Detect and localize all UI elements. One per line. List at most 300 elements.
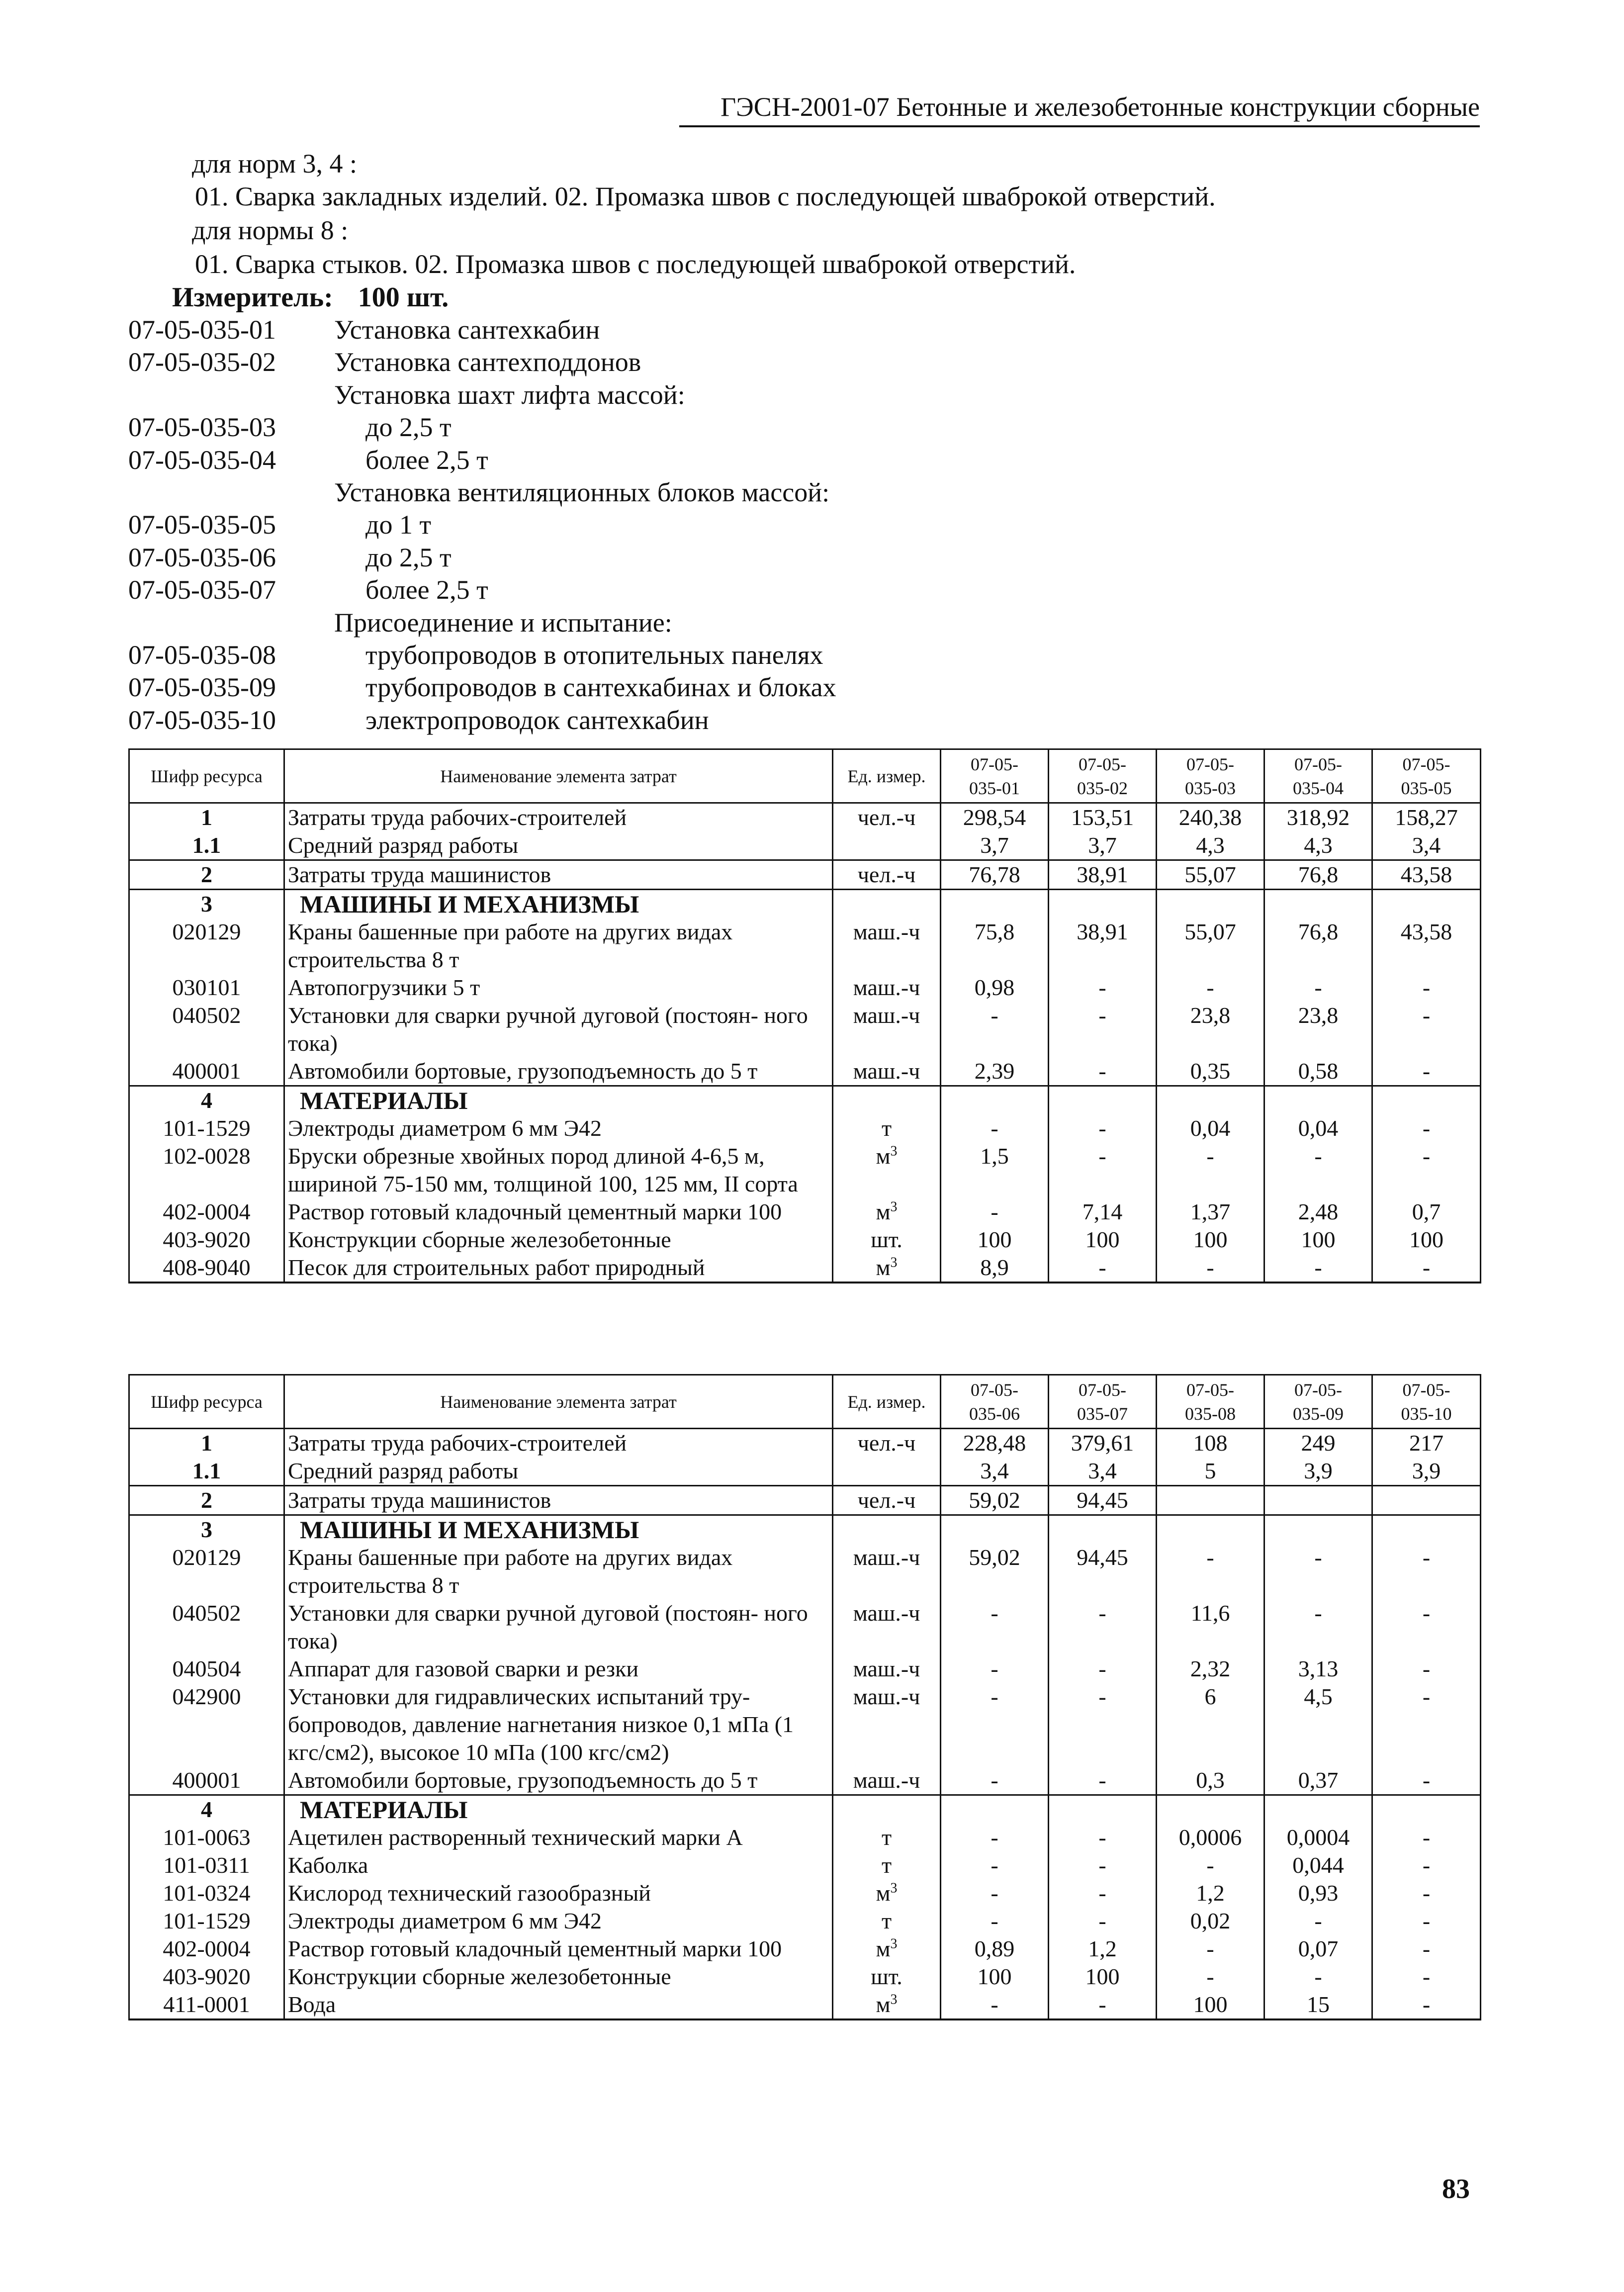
resource-name: Электроды диаметром 6 мм Э42 (284, 1907, 833, 1935)
norm-value: - (941, 1907, 1049, 1935)
norm-value: - (1372, 1599, 1481, 1655)
col-header-norm (1157, 749, 1264, 803)
norm-value: 2,32 (1157, 1655, 1264, 1683)
norm-value: 23,8 (1264, 1002, 1372, 1057)
unit-text: м (876, 1255, 891, 1280)
resource-code: 408-9040 (129, 1254, 284, 1283)
norm-title: до 2,5 т (365, 412, 451, 443)
resource-name: Конструкции сборные железобетонные (284, 1963, 833, 1991)
norm-value: - (1264, 1907, 1372, 1935)
unit-cell (833, 1655, 941, 1683)
norm-value: 3,9 (1372, 1457, 1481, 1486)
norm-value: 3,4 (941, 1457, 1049, 1486)
intro-line: 01. Сварка закладных изделий. 02. Промазка швов с последующей шваброкой отверстий. (195, 182, 1216, 211)
norm-value: - (1264, 1254, 1372, 1283)
header-rule (679, 125, 1480, 127)
norm-code: 07-05-035-09 (128, 672, 276, 703)
norm-value: 100 (941, 1963, 1049, 1991)
norm-value (1157, 1486, 1264, 1515)
resource-code: 411-0001 (129, 1991, 284, 2019)
resource-name: Установки для сварки ручной дуговой (постоян- ного тока) (284, 1599, 833, 1655)
norm-title: до 2,5 т (365, 542, 451, 572)
unit-cell (833, 1198, 941, 1226)
resource-name: Каболка (284, 1851, 833, 1879)
section-heading: МАШИНЫ И МЕХАНИЗМЫ (284, 1515, 833, 1544)
col-header-line: 035-01 (969, 778, 1020, 798)
norm-value: 55,07 (1157, 918, 1264, 974)
norm-value: 249 (1264, 1429, 1372, 1458)
norm-value (941, 1795, 1049, 1824)
table-row (129, 1254, 1481, 1283)
norm-value: 2,48 (1264, 1198, 1372, 1226)
resource-name: Раствор готовый кладочный цементный марки 100 (284, 1935, 833, 1963)
col-header-norm (1372, 749, 1481, 803)
measure-line (172, 281, 449, 313)
norm-value: 0,02 (1157, 1907, 1264, 1935)
unit-cell (833, 1544, 941, 1599)
norm-value: 3,4 (1372, 831, 1481, 860)
norm-title: более 2,5 т (365, 575, 488, 605)
resource-code: 402-0004 (129, 1935, 284, 1963)
norm-value: 217 (1372, 1429, 1481, 1458)
norm-value: 8,9 (941, 1254, 1049, 1283)
norm-value: 76,78 (941, 860, 1049, 890)
col-header-line: 035-10 (1401, 1403, 1452, 1424)
norm-value: - (1372, 1766, 1481, 1795)
table-row (129, 1142, 1481, 1198)
norm-value: - (1049, 1851, 1157, 1879)
norm-value: 379,61 (1049, 1429, 1157, 1458)
unit-text: м (876, 1199, 891, 1224)
norm-title: трубопроводов в отопительных панелях (365, 640, 823, 670)
norm-value (1372, 890, 1481, 918)
norm-value: - (1049, 1824, 1157, 1851)
norm-value: - (1049, 1766, 1157, 1795)
norm-title: Установка сантехподдонов (334, 347, 641, 377)
unit-cell (833, 1766, 941, 1795)
norm-value: 298,54 (941, 803, 1049, 832)
norm-title: более 2,5 т (365, 445, 488, 475)
unit-text: маш.-ч (853, 1656, 920, 1681)
unit-exponent: 3 (890, 1936, 898, 1952)
norm-value: 38,91 (1049, 860, 1157, 890)
norm-value: - (1372, 1935, 1481, 1963)
page-number: 83 (1442, 2174, 1470, 2204)
section-heading: МАТЕРИАЛЫ (284, 1086, 833, 1115)
norm-value: 55,07 (1157, 860, 1264, 890)
norm-value: - (1372, 1879, 1481, 1907)
resource-name: Кислород технический газообразный (284, 1879, 833, 1907)
unit-text: маш.-ч (853, 1684, 920, 1709)
col-header-line: 07-05- (1294, 1379, 1342, 1400)
unit-text: маш.-ч (853, 1058, 920, 1084)
norm-value: - (1157, 1254, 1264, 1283)
resource-name: Средний разряд работы (284, 831, 833, 860)
norm-value: 100 (1049, 1963, 1157, 1991)
norm-value: 1,5 (941, 1142, 1049, 1198)
norm-value: - (1157, 1851, 1264, 1879)
norm-value: - (941, 1002, 1049, 1057)
unit-cell (833, 860, 941, 890)
norm-group-heading: Установка шахт лифта массой: (334, 379, 685, 410)
unit-cell (833, 918, 941, 974)
col-header-line: 035-02 (1077, 778, 1128, 798)
norm-value (1264, 1515, 1372, 1544)
resource-code: 3 (129, 890, 284, 918)
measure-label: Измеритель: (172, 282, 333, 313)
table-row (129, 803, 1481, 832)
unit-text: т (881, 1852, 892, 1878)
norm-value: 0,35 (1157, 1057, 1264, 1086)
unit-cell (833, 1824, 941, 1851)
resource-name: Аппарат для газовой сварки и резки (284, 1655, 833, 1683)
table-row (129, 1795, 1481, 1824)
col-header-line: 035-08 (1185, 1403, 1236, 1424)
norm-value: - (1049, 1599, 1157, 1655)
norm-code: 07-05-035-03 (128, 412, 276, 443)
unit-cell (833, 1114, 941, 1142)
norm-code: 07-05-035-01 (128, 315, 276, 345)
unit-cell (833, 1935, 941, 1963)
resource-name: Автомобили бортовые, грузоподъемность до 5 т (284, 1766, 833, 1795)
norm-value: 23,8 (1157, 1002, 1264, 1057)
section-heading: МАШИНЫ И МЕХАНИЗМЫ (284, 890, 833, 918)
table-row (129, 1824, 1481, 1851)
unit-cell (833, 1002, 941, 1057)
resource-name: Краны башенные при работе на других видах строительства 8 т (284, 1544, 833, 1599)
norm-value: 94,45 (1049, 1544, 1157, 1599)
col-header-name: Наименование элемента затрат (284, 1375, 833, 1429)
running-header: ГЭСН-2001-07 Бетонные и железобетонные конструкции сборные (720, 92, 1480, 122)
unit-text: т (881, 1908, 892, 1933)
table-row (129, 1198, 1481, 1226)
norm-value: 2,39 (941, 1057, 1049, 1086)
norm-title: электропроводок сантехкабин (365, 705, 709, 735)
resource-name: Вода (284, 1991, 833, 2019)
norm-item (0, 671, 1624, 704)
norm-value: 0,044 (1264, 1851, 1372, 1879)
norm-value: 3,7 (1049, 831, 1157, 860)
resource-name: Краны башенные при работе на других видах строительства 8 т (284, 918, 833, 974)
norm-value: 76,8 (1264, 918, 1372, 974)
resource-name: Установки для сварки ручной дуговой (постоян- ного тока) (284, 1002, 833, 1057)
norm-value (1264, 890, 1372, 918)
col-header-line: 035-07 (1077, 1403, 1128, 1424)
col-header-name: Наименование элемента затрат (284, 749, 833, 803)
unit-cell (833, 1991, 941, 2019)
table-row (129, 1766, 1481, 1795)
unit-cell (833, 1795, 941, 1824)
resource-table-1 (128, 748, 1481, 1284)
norm-value (1157, 890, 1264, 918)
unit-cell (833, 1254, 941, 1283)
norm-value: - (1049, 1907, 1157, 1935)
norm-value: - (941, 1198, 1049, 1226)
norm-item (0, 704, 1624, 736)
norm-value: 318,92 (1264, 803, 1372, 832)
table-row (129, 1114, 1481, 1142)
resource-name: Ацетилен растворенный технический марки А (284, 1824, 833, 1851)
norm-value: 4,5 (1264, 1683, 1372, 1766)
norm-value: - (1372, 1683, 1481, 1766)
norm-value: 6 (1157, 1683, 1264, 1766)
norm-value: - (1372, 1824, 1481, 1851)
norm-code: 07-05-035-05 (128, 510, 276, 540)
resource-code: 040502 (129, 1002, 284, 1057)
norm-value (941, 1086, 1049, 1115)
table-row (129, 1086, 1481, 1115)
norm-value: 100 (941, 1226, 1049, 1254)
resource-name: Установки для гидравлических испытаний тру- бопроводов, давление нагнетания низкое 0,1 мПа (1 кгс/см2), высокое 10 мПа (100 кгс/см2) (284, 1683, 833, 1766)
norm-value: - (941, 1879, 1049, 1907)
resource-code: 400001 (129, 1057, 284, 1086)
col-header-norm (1049, 749, 1157, 803)
col-header-line: 07-05- (1294, 754, 1342, 774)
norm-item (0, 541, 1624, 574)
col-header-line: 035-09 (1293, 1403, 1344, 1424)
unit-cell (833, 1486, 941, 1515)
table-row (129, 1879, 1481, 1907)
norm-value: 15 (1264, 1991, 1372, 2019)
resource-code: 400001 (129, 1766, 284, 1795)
norm-code: 07-05-035-10 (128, 705, 276, 735)
norm-value (1049, 890, 1157, 918)
unit-text: шт. (871, 1227, 902, 1252)
norm-code: 07-05-035-07 (128, 575, 276, 605)
col-header-line: 07-05- (1402, 1379, 1450, 1400)
norm-value: - (1157, 1935, 1264, 1963)
norm-value (1049, 1086, 1157, 1115)
unit-cell (833, 1851, 941, 1879)
norm-value: 11,6 (1157, 1599, 1264, 1655)
norm-value (1372, 1486, 1481, 1515)
table-row (129, 918, 1481, 974)
norm-value: 228,48 (941, 1429, 1049, 1458)
table-row (129, 890, 1481, 918)
norm-value: 240,38 (1157, 803, 1264, 832)
resource-code: 2 (129, 1486, 284, 1515)
norm-value: - (941, 1851, 1049, 1879)
unit-cell (833, 1429, 941, 1458)
norm-value (1372, 1086, 1481, 1115)
resource-code: 020129 (129, 1544, 284, 1599)
norm-item (0, 378, 1624, 411)
unit-cell (833, 803, 941, 832)
norm-value: 100 (1264, 1226, 1372, 1254)
norm-item (0, 313, 1624, 346)
norm-value: - (941, 1824, 1049, 1851)
unit-cell (833, 1142, 941, 1198)
resource-code: 1.1 (129, 831, 284, 860)
section-heading: МАТЕРИАЛЫ (284, 1795, 833, 1824)
resource-code: 101-1529 (129, 1114, 284, 1142)
norm-value: - (1049, 1114, 1157, 1142)
intro-line: для нормы 8 : (192, 215, 349, 245)
unit-text: чел.-ч (857, 805, 916, 830)
norm-value: 0,07 (1264, 1935, 1372, 1963)
norm-value: - (1157, 974, 1264, 1002)
norm-value: - (1372, 1114, 1481, 1142)
norm-value: - (1372, 1991, 1481, 2019)
resource-code: 4 (129, 1086, 284, 1115)
unit-exponent: 3 (890, 1143, 898, 1159)
unit-cell (833, 1963, 941, 1991)
resource-code: 102-0028 (129, 1142, 284, 1198)
table-row (129, 1655, 1481, 1683)
norm-value: 100 (1049, 1226, 1157, 1254)
norm-value: - (1049, 974, 1157, 1002)
resource-code: 403-9020 (129, 1963, 284, 1991)
intro-line: 01. Сварка стыков. 02. Промазка швов с последующей шваброкой отверстий. (195, 249, 1076, 279)
norm-value: - (1372, 1057, 1481, 1086)
resource-name: Бруски обрезные хвойных пород длиной 4-6,5 м, шириной 75-150 мм, толщиной 100, 125 мм, II сорта (284, 1142, 833, 1198)
norm-value: - (1372, 974, 1481, 1002)
resource-code: 030101 (129, 974, 284, 1002)
norm-value: 43,58 (1372, 860, 1481, 890)
unit-text: чел.-ч (857, 1487, 916, 1513)
col-header-norm (941, 1375, 1049, 1429)
resource-code: 1 (129, 1429, 284, 1458)
table-row (129, 1457, 1481, 1486)
resource-code: 020129 (129, 918, 284, 974)
resource-code: 040502 (129, 1599, 284, 1655)
norm-value (1157, 1086, 1264, 1115)
norm-value (1264, 1486, 1372, 1515)
norm-value: 0,3 (1157, 1766, 1264, 1795)
norm-item (0, 606, 1624, 639)
col-header-code: Шифр ресурса (129, 749, 284, 803)
measure-value: 100 шт. (358, 282, 449, 313)
resource-name: Затраты труда машинистов (284, 1486, 833, 1515)
norm-value: - (1049, 1057, 1157, 1086)
norm-value: 1,2 (1049, 1935, 1157, 1963)
norm-value: 3,4 (1049, 1457, 1157, 1486)
table-row (129, 1057, 1481, 1086)
norm-value: 3,13 (1264, 1655, 1372, 1683)
norm-value: 43,58 (1372, 918, 1481, 974)
resource-name: Конструкции сборные железобетонные (284, 1226, 833, 1254)
unit-exponent: 3 (890, 1992, 898, 2008)
norm-value: - (941, 1683, 1049, 1766)
resource-name: Затраты труда рабочих-строителей (284, 1429, 833, 1458)
table-row (129, 1851, 1481, 1879)
col-header-unit: Ед. измер. (833, 749, 941, 803)
unit-text: т (881, 1825, 892, 1850)
norm-value: - (1372, 1142, 1481, 1198)
norm-value (1372, 1795, 1481, 1824)
norm-value: - (1372, 1544, 1481, 1599)
norm-value: - (1264, 1142, 1372, 1198)
resource-code: 101-0324 (129, 1879, 284, 1907)
norm-value: - (1372, 1655, 1481, 1683)
col-header-line: 07-05- (971, 754, 1018, 774)
unit-text: чел.-ч (857, 1430, 916, 1456)
norm-item (0, 444, 1624, 476)
unit-cell (833, 1907, 941, 1935)
norm-value: 1,37 (1157, 1198, 1264, 1226)
unit-text: маш.-ч (853, 1003, 920, 1028)
norm-value: - (1372, 1851, 1481, 1879)
unit-exponent: 3 (890, 1880, 898, 1896)
table-row (129, 1486, 1481, 1515)
norm-value: 0,98 (941, 974, 1049, 1002)
col-header-line: 07-05- (1402, 754, 1450, 774)
norm-value: 0,0004 (1264, 1824, 1372, 1851)
norm-value: 7,14 (1049, 1198, 1157, 1226)
norm-value: 0,93 (1264, 1879, 1372, 1907)
norm-item (0, 639, 1624, 671)
table-row (129, 1515, 1481, 1544)
unit-cell (833, 1599, 941, 1655)
col-header-line: 035-04 (1293, 778, 1344, 798)
unit-cell (833, 974, 941, 1002)
norm-value (1157, 1515, 1264, 1544)
norm-code: 07-05-035-06 (128, 542, 276, 572)
col-header-norm (941, 749, 1049, 803)
norm-value: - (1049, 1879, 1157, 1907)
norm-item (0, 573, 1624, 606)
norm-value: 1,2 (1157, 1879, 1264, 1907)
norm-value: 0,04 (1264, 1114, 1372, 1142)
unit-exponent: 3 (890, 1255, 898, 1271)
unit-text: маш.-ч (853, 919, 920, 944)
unit-text: м (876, 1936, 891, 1961)
norm-value: - (1049, 1655, 1157, 1683)
unit-text: маш.-ч (853, 975, 920, 1000)
norm-value: - (1372, 1254, 1481, 1283)
norm-value: 76,8 (1264, 860, 1372, 890)
norm-value: 108 (1157, 1429, 1264, 1458)
unit-text: шт. (871, 1964, 902, 1989)
resource-code: 4 (129, 1795, 284, 1824)
table-row (129, 1683, 1481, 1766)
norm-item (0, 411, 1624, 444)
norm-value: 3,7 (941, 831, 1049, 860)
norm-value: 59,02 (941, 1486, 1049, 1515)
norm-value: - (1049, 1142, 1157, 1198)
norm-value: - (1264, 974, 1372, 1002)
table-row (129, 1226, 1481, 1254)
resource-code: 101-0063 (129, 1824, 284, 1851)
norm-value: - (941, 1655, 1049, 1683)
unit-cell (833, 1086, 941, 1115)
norm-value: 0,7 (1372, 1198, 1481, 1226)
col-header-line: 07-05- (1186, 754, 1234, 774)
norm-value: 100 (1157, 1991, 1264, 2019)
unit-text: м (876, 1143, 891, 1169)
norm-value (941, 1515, 1049, 1544)
norm-value: 38,91 (1049, 918, 1157, 974)
resource-code: 1.1 (129, 1457, 284, 1486)
unit-cell (833, 1879, 941, 1907)
unit-cell (833, 1515, 941, 1544)
table-row (129, 1002, 1481, 1057)
table-row (129, 1963, 1481, 1991)
resource-code: 101-1529 (129, 1907, 284, 1935)
norm-value (1264, 1795, 1372, 1824)
norm-value (941, 890, 1049, 918)
norm-group-heading: Установка вентиляционных блоков массой: (334, 477, 830, 507)
resource-name: Автопогрузчики 5 т (284, 974, 833, 1002)
table-row (129, 1907, 1481, 1935)
col-header-line: 07-05- (971, 1379, 1018, 1400)
norm-value: 158,27 (1372, 803, 1481, 832)
table-row (129, 1935, 1481, 1963)
norm-code: 07-05-035-02 (128, 347, 276, 377)
norm-value (1049, 1515, 1157, 1544)
norm-value: 5 (1157, 1457, 1264, 1486)
resource-table-2 (128, 1374, 1481, 2020)
